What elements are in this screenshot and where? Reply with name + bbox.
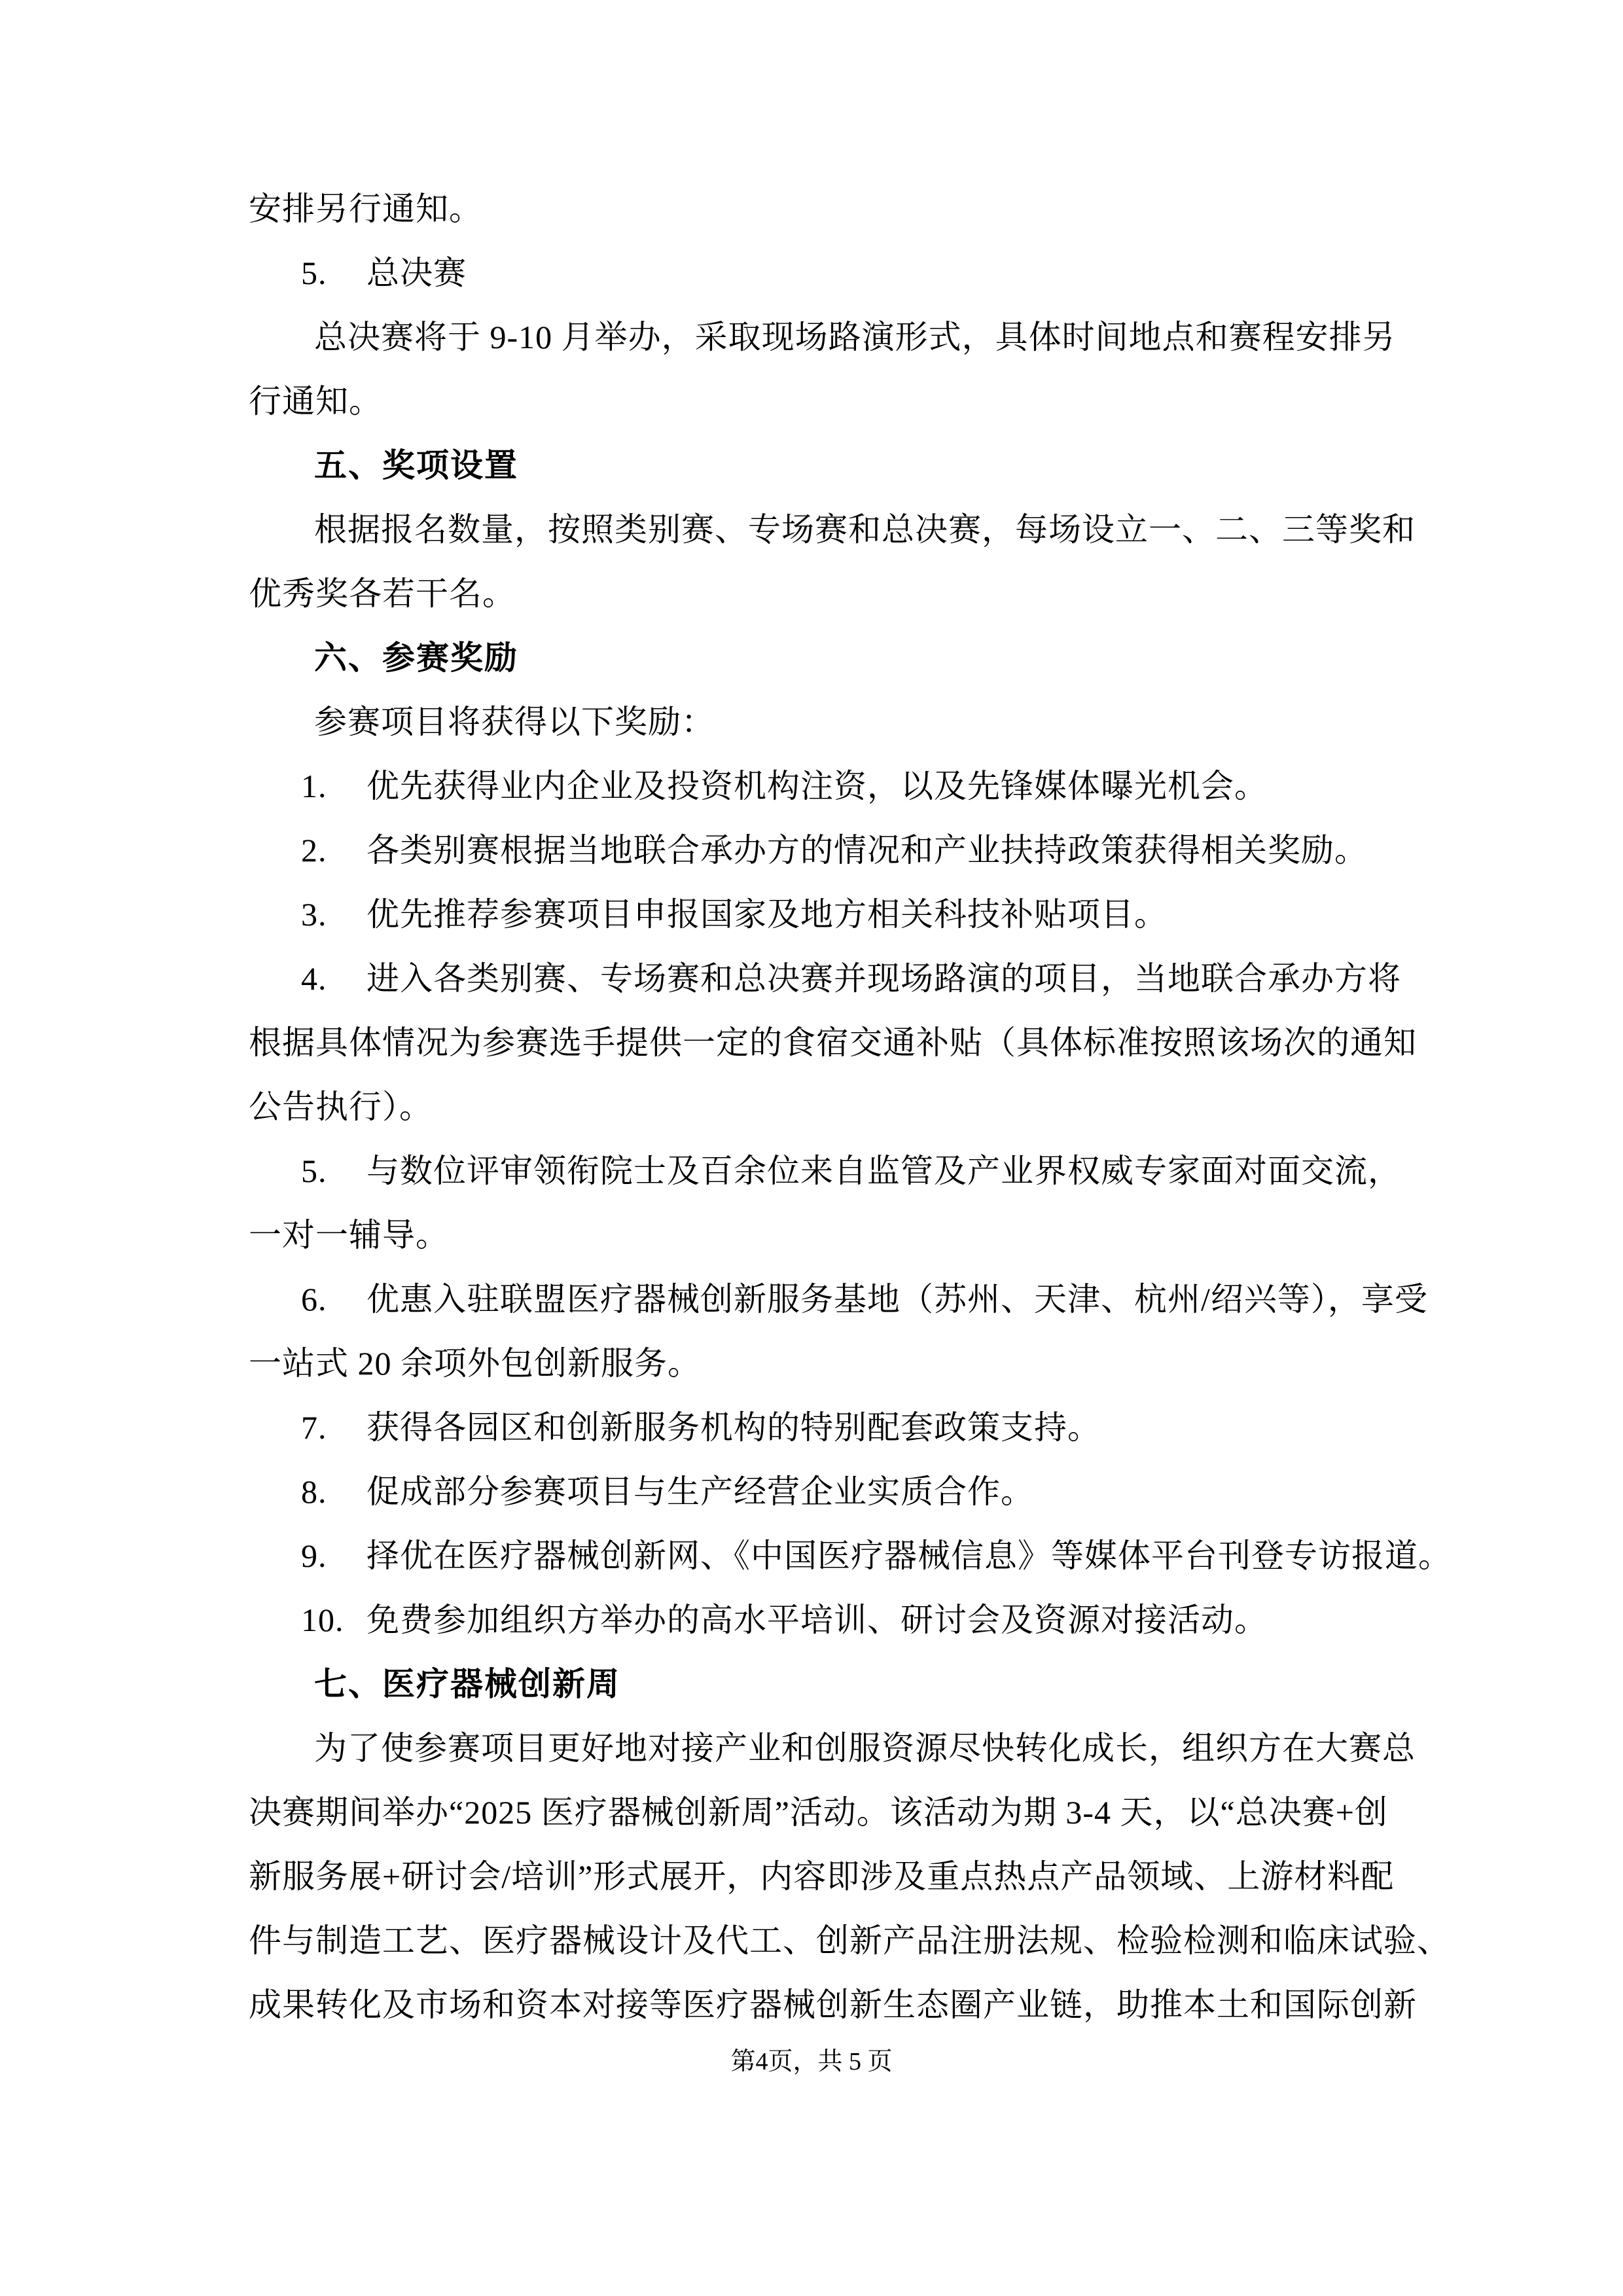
- list-text: 优先获得业内企业及投资机构注资，以及先锋媒体曝光机会。: [366, 768, 1268, 804]
- list-number: 7.: [301, 1409, 327, 1446]
- list-number: 4.: [301, 960, 327, 997]
- paragraph-line: 安排另行通知。: [249, 190, 482, 227]
- list-text: 各类别赛根据当地联合承办方的情况和产业扶持政策获得相关奖励。: [366, 832, 1368, 869]
- list-item: [249, 1395, 1420, 1460]
- section-heading-participation-rewards: 六、参赛奖励: [314, 639, 518, 676]
- list-item: [249, 882, 1420, 946]
- paragraph-line: 一站式 20 余项外包创新服务。: [249, 1345, 701, 1382]
- list-item: [249, 1588, 1420, 1652]
- list-number: 10.: [301, 1602, 344, 1638]
- document-body: [249, 177, 1452, 2037]
- paragraph-line: 一对一辅导。: [249, 1217, 449, 1253]
- section-heading-awards-setup: 五、奖项设置: [314, 447, 518, 484]
- list-item: [249, 1139, 1420, 1203]
- paragraph-line: 参赛项目将获得以下奖励：: [314, 704, 715, 740]
- list-number: 3.: [301, 896, 327, 933]
- list-text: 促成部分参赛项目与生产经营企业实质合作。: [366, 1473, 1034, 1510]
- paragraph-line: 根据报名数量，按照类别赛、专场赛和总决赛，每场设立一、二、三等奖和: [314, 511, 1416, 548]
- paragraph-line: 成果转化及市场和资本对接等医疗器械创新生态圈产业链，助推本土和国际创新: [249, 1986, 1417, 2023]
- list-text: 免费参加组织方举办的高水平培训、研讨会及资源对接活动。: [366, 1602, 1268, 1638]
- list-item: [249, 754, 1420, 818]
- list-text: 获得各园区和创新服务机构的特别配套政策支持。: [366, 1409, 1101, 1446]
- list-number: 5.: [301, 255, 327, 291]
- list-number: 1.: [301, 768, 327, 804]
- list-number: 9.: [301, 1537, 327, 1574]
- list-number: 5.: [301, 1153, 327, 1189]
- list-text: 进入各类别赛、专场赛和总决赛并现场路演的项目，当地联合承办方将: [366, 960, 1401, 997]
- paragraph-line: 决赛期间举办“2025 医疗器械创新周”活动。该活动为期 3-4 天，以“总决赛+创: [249, 1794, 1388, 1831]
- list-item: [249, 818, 1420, 882]
- paragraph-line: 公告执行）。: [249, 1088, 433, 1125]
- list-item: [249, 946, 1420, 1011]
- list-number: 8.: [301, 1473, 327, 1510]
- list-text: 总决赛: [366, 255, 467, 291]
- paragraph-line: 件与制造工艺、医疗器械设计及代工、创新产品注册法规、检验检测和临床试验、: [249, 1922, 1450, 1959]
- page-number-footer: 第4页，共 5 页: [730, 2048, 893, 2075]
- paragraph-line: 总决赛将于 9-10 月举办，采取现场路演形式，具体时间地点和赛程安排另: [314, 319, 1396, 355]
- list-text: 优惠入驻联盟医疗器械创新服务基地（苏州、天津、杭州/绍兴等），享受: [366, 1281, 1428, 1318]
- list-number: 2.: [301, 832, 327, 869]
- section-heading-innovation-week: 七、医疗器械创新周: [314, 1666, 620, 1702]
- list-number: 6.: [301, 1281, 327, 1318]
- list-item: [249, 1267, 1428, 1331]
- list-text: 择优在医疗器械创新网、《中国医疗器械信息》等媒体平台刊登专访报道。: [366, 1537, 1452, 1574]
- paragraph-line: 根据具体情况为参赛选手提供一定的食宿交通补贴（具体标准按照该场次的通知: [249, 1024, 1417, 1061]
- paragraph-line: 为了使参赛项目更好地对接产业和创服资源尽快转化成长，组织方在大赛总: [314, 1730, 1416, 1767]
- list-text: 与数位评审领衔院士及百余位来自监管及产业界权威专家面对面交流，: [366, 1153, 1401, 1189]
- list-text: 优先推荐参赛项目申报国家及地方相关科技补贴项目。: [366, 896, 1168, 933]
- list-item: [249, 1524, 1452, 1588]
- list-item: [249, 241, 1420, 305]
- paragraph-line: 新服务展+研讨会/培训”形式展开，内容即涉及重点热点产品领域、上游材料配: [249, 1858, 1395, 1895]
- paragraph-line: 优秀奖各若干名。: [249, 575, 516, 612]
- list-item: [249, 1460, 1420, 1524]
- paragraph-line: 行通知。: [249, 383, 382, 420]
